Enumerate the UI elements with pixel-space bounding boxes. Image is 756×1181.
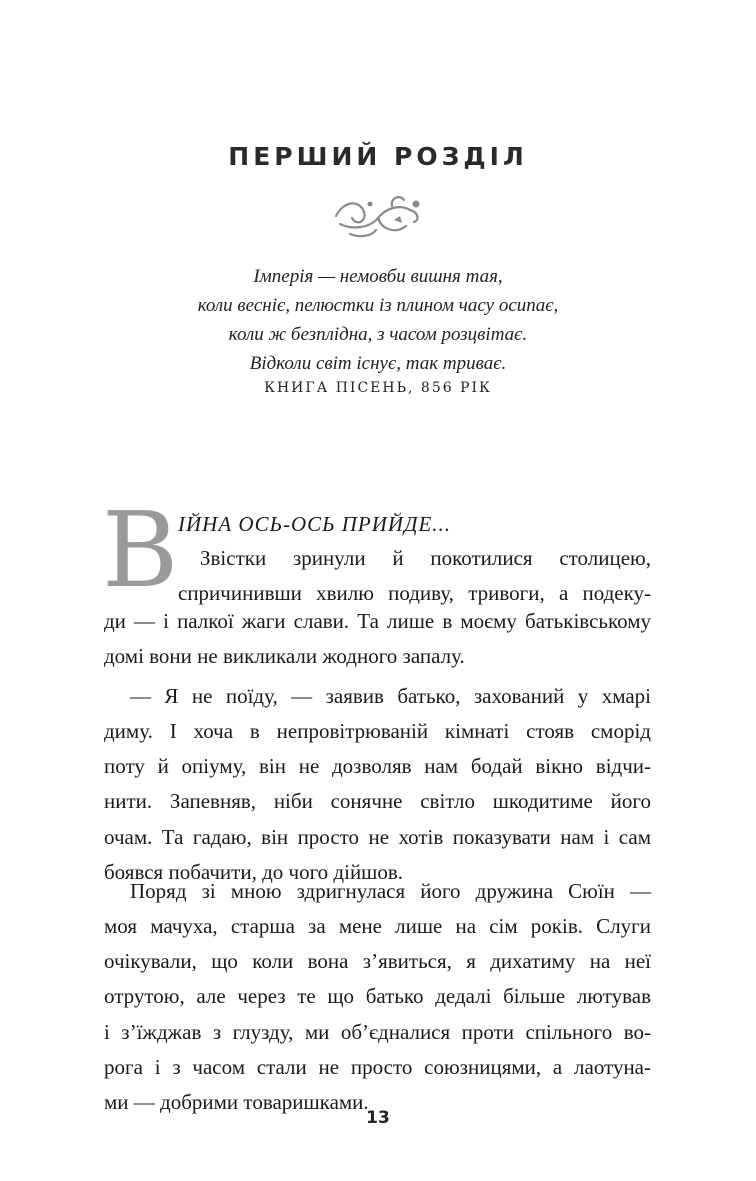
text-line: рога і з часом стали не просто союзницями, а лаотуна- — [104, 1054, 651, 1079]
floral-ornament-icon — [330, 190, 426, 242]
epigraph — [0, 262, 756, 378]
paragraph — [104, 604, 651, 674]
text-line: і з’їжджав з глузду, ми об’єдналися проти спільного во- — [104, 1019, 651, 1044]
paragraph — [130, 874, 651, 909]
text-line: ди — і палкої жаги слави. Та лише в моєму батьківському — [104, 609, 651, 633]
text-line: очікували, що коли вона з’явиться, я дихатиму на неї — [104, 949, 651, 974]
chapter-title: ПЕРШИЙ РОЗДІЛ — [228, 142, 528, 171]
text-line: Поряд зі мною здригнулася його дружина Сюїн — — [130, 879, 651, 903]
paragraph — [104, 714, 651, 890]
epigraph-source: КНИГА ПІСЕНЬ, 856 РІК — [264, 380, 492, 396]
text-line: боявся побачити, до чого дійшов. — [104, 859, 404, 884]
paragraph — [104, 909, 651, 1120]
text-line: очам. Та гадаю, він просто не хотів показувати нам і сам — [104, 824, 651, 849]
text-line: нити. Запевняв, ніби сонячне світло шкодитиме його — [104, 789, 651, 814]
text-line: диму. І хоча в непровітрюваній кімнаті стояв сморід — [104, 719, 651, 743]
text-line: ми — добрими товаришками. — [104, 1089, 369, 1114]
epigraph-line: коли весніє, пелюстки із плином часу осипає, — [197, 295, 559, 316]
page-number: 13 — [366, 1108, 390, 1128]
opening-line: ІЙНА ОСЬ-ОСЬ ПРИЙДЕ... — [178, 512, 452, 536]
text-line: — Я не поїду, — заявив батько, захований у хмарі — [130, 684, 651, 708]
text-line: поту й опіуму, він не дозволяв нам бодай вікно відчи- — [104, 754, 651, 779]
epigraph-line: Імперія — немовби вишня тая, — [253, 266, 503, 287]
epigraph-line: коли ж безплідна, з часом розцвітає. — [228, 324, 528, 345]
text-line: отрутою, але через те що батько дедалі більше лютував — [104, 984, 651, 1009]
text-line: спричинивши хвилю подиву, тривоги, а подеку- — [178, 581, 651, 605]
text-line: моя мачуха, старша за мене лише на сім років. Слуги — [104, 914, 651, 938]
text-line: Звістки зринули й покотилися столицею, — [200, 546, 651, 570]
drop-cap: В — [102, 489, 179, 611]
epigraph-line: Відколи світ існує, так триває. — [249, 353, 507, 374]
text-line: домі вони не викликали жодного запалу. — [104, 644, 465, 669]
paragraph — [130, 679, 651, 714]
paragraph — [200, 541, 651, 576]
